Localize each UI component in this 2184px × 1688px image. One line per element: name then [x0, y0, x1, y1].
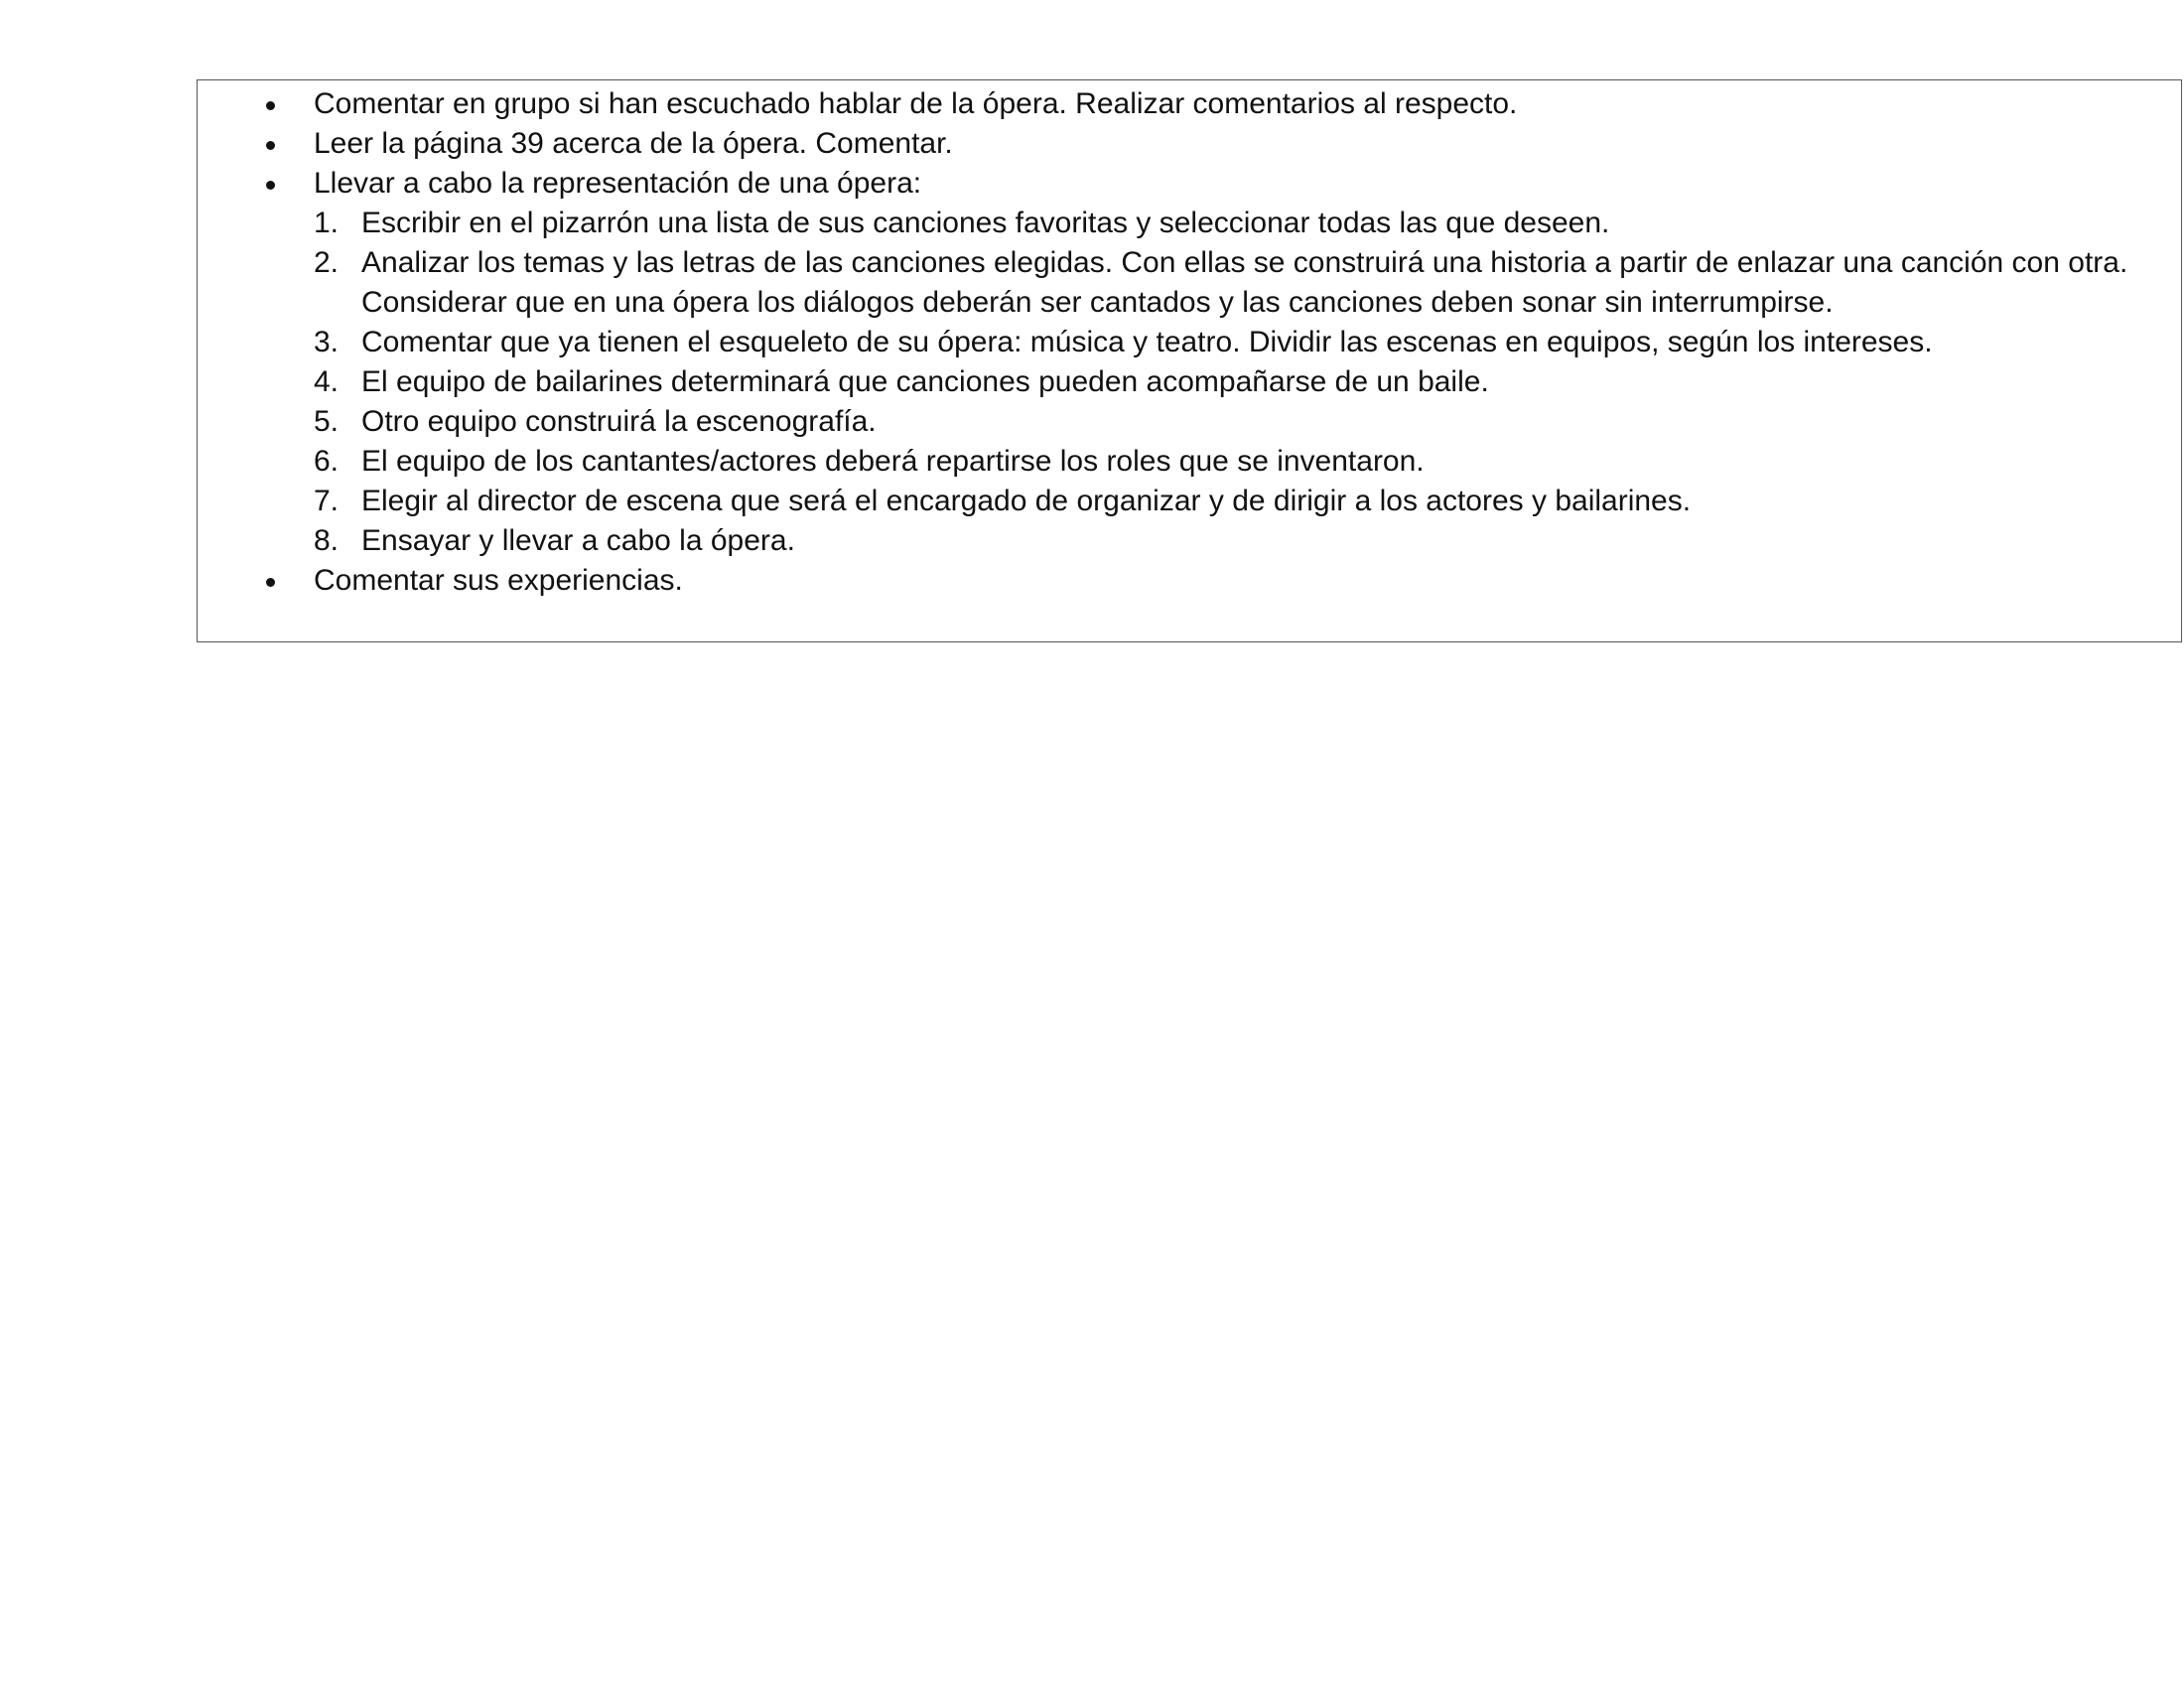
- step-item: [198, 204, 2181, 243]
- bullet-text: Llevar a cabo la representación de una ópera:: [314, 167, 922, 200]
- step-text: Otro equipo construirá la escenografía.: [361, 405, 877, 438]
- step-item: [198, 521, 2181, 561]
- bullet-item: [198, 124, 2181, 164]
- bullet-text: Comentar sus experiencias.: [314, 564, 683, 597]
- numbered-steps-list: [198, 204, 2181, 561]
- activity-bullet-list: [198, 84, 2181, 601]
- activity-table-cell: [197, 79, 2182, 642]
- step-text: Ensayar y llevar a cabo la ópera.: [361, 524, 795, 557]
- step-number: 7.: [314, 485, 340, 517]
- step-item: [198, 323, 2181, 362]
- step-number: 3.: [314, 326, 340, 358]
- bullet-text: Comentar en grupo si han escuchado hablar de la ópera. Realizar comentarios al respecto.: [314, 87, 1518, 120]
- step-number: 4.: [314, 365, 340, 398]
- step-item: [198, 362, 2181, 402]
- step-item: [198, 402, 2181, 442]
- bullet-item: [198, 84, 2181, 124]
- step-text: El equipo de bailarines determinará que canciones pueden acompañarse de un baile.: [361, 365, 1489, 398]
- step-number: 8.: [314, 524, 340, 557]
- step-text: Comentar que ya tienen el esqueleto de su ópera: música y teatro. Dividir las escenas en equipos, según los intereses.: [361, 326, 1933, 358]
- bullet-item: [198, 164, 2181, 204]
- bullet-icon: [266, 141, 275, 150]
- step-number: 5.: [314, 405, 340, 438]
- step-text: Analizar los temas y las letras de las canciones elegidas. Con ellas se construirá una historia a partir de enlazar una canción con otra. Considerar que en una ópera los diálogos deberán ser cantados y las canciones deben sonar sin interrumpirse.: [361, 246, 2128, 319]
- step-text: Elegir al director de escena que será el encargado de organizar y de dirigir a los actores y bailarines.: [361, 485, 1692, 517]
- bullet-icon: [266, 181, 275, 190]
- bullet-item: [198, 561, 2181, 601]
- bullet-icon: [266, 101, 275, 110]
- step-number: 1.: [314, 207, 340, 239]
- bullet-text: Leer la página 39 acerca de la ópera. Comentar.: [314, 127, 953, 160]
- step-text: El equipo de los cantantes/actores deberá repartirse los roles que se inventaron.: [361, 445, 1425, 478]
- step-item: [198, 243, 2181, 323]
- step-item: [198, 442, 2181, 482]
- step-number: 2.: [314, 246, 340, 279]
- numbered-steps-container: [198, 204, 2181, 561]
- bullet-icon: [266, 578, 275, 587]
- step-text: Escribir en el pizarrón una lista de sus canciones favoritas y seleccionar todas las que deseen.: [361, 207, 1610, 239]
- step-number: 6.: [314, 445, 340, 478]
- step-item: [198, 482, 2181, 521]
